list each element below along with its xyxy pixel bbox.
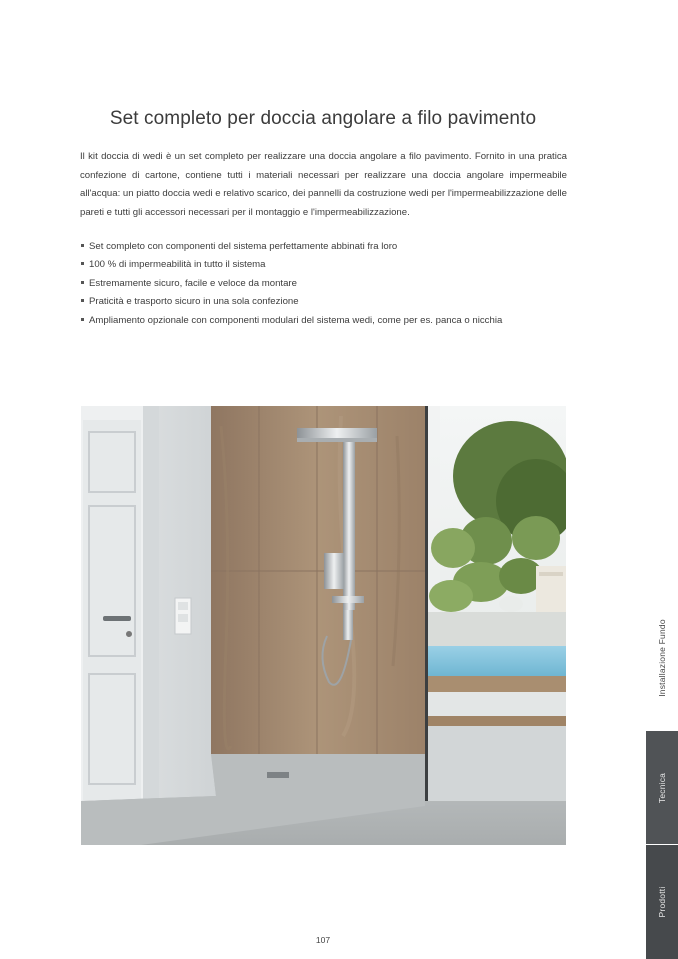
shower-photo (81, 406, 566, 845)
tab-installazione-fundo[interactable] (646, 586, 678, 730)
feature-item: Praticità e trasporto sicuro in una sola confezione (80, 293, 570, 311)
feature-item: Ampliamento opzionale con componenti modulari del sistema wedi, come per es. panca o nicchia (80, 312, 570, 330)
tab-label: Prodotti (657, 886, 667, 918)
bullet-square-icon (81, 281, 84, 284)
tab-prodotti[interactable] (646, 845, 678, 959)
intro-paragraph: Il kit doccia di wedi è un set completo per realizzare una doccia angolare a filo pavimento. Fornito in una pratica confezione di cartone, contiene tutti i materiali necessari per realizzare una doccia angolare impermeabile all'acqua: un piatto doccia wedi e relativo scarico, dei pannelli da costruzione wedi per l'impermeabilizzazione delle pareti e tutti gli accessori necessari per il montaggio e l'impermeabilizzazione. (80, 151, 567, 218)
tab-label: Tecnica (657, 772, 667, 803)
bullet-square-icon (81, 244, 84, 247)
bullet-square-icon (81, 299, 84, 302)
bullet-square-icon (81, 318, 84, 321)
tab-tecnica[interactable] (646, 731, 678, 844)
bullet-square-icon (81, 262, 84, 265)
feature-item: Set completo con componenti del sistema perfettamente abbinati fra loro (80, 238, 570, 256)
page-title: Set completo per doccia angolare a filo pavimento (109, 108, 537, 129)
feature-item: Estremamente sicuro, facile e veloce da montare (80, 275, 570, 293)
tab-label: Installazione Fundo (657, 619, 667, 697)
page-number: 107 (315, 935, 331, 945)
feature-list (80, 238, 570, 330)
feature-item: 100 % di impermeabilità in tutto il sistema (80, 256, 570, 274)
